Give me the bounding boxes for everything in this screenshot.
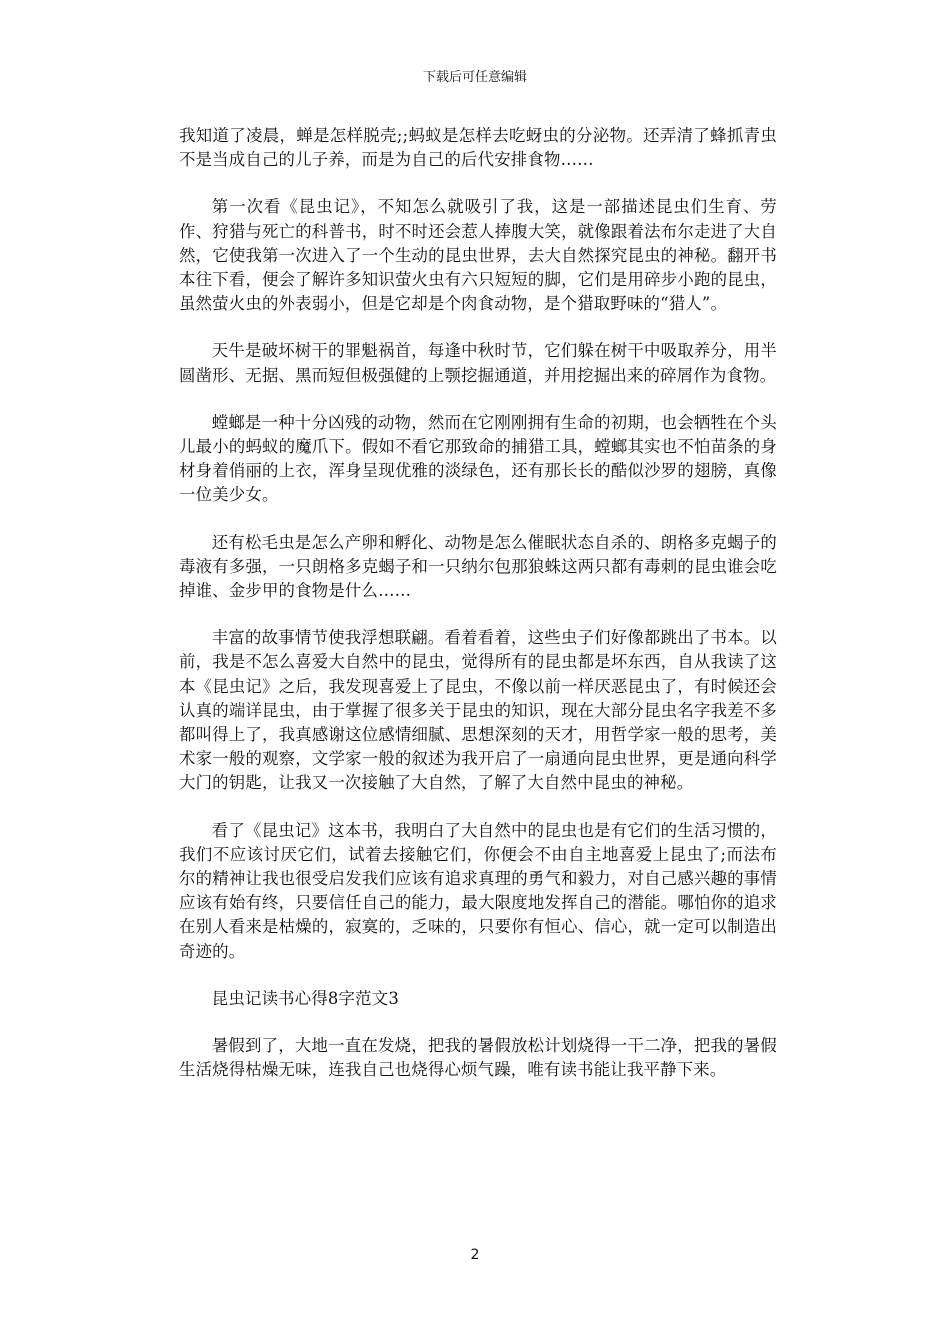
section-heading: 昆虫记读书心得8字范文3	[211, 988, 399, 1008]
paragraph: 暑假到了，大地一直在发烧，把我的暑假放松计划烧得一干二净，把我的暑假生活烧得枯燥无味，连我自己也烧得心烦气躁，唯有读书能让我平静下来。	[179, 1036, 777, 1080]
paragraph: 丰富的故事情节使我浮想联翩。看着看着，这些虫子们好像都跳出了书本。以前，我是不怎么喜爱大自然中的昆虫，觉得所有的昆虫都是坏东西，自从我读了这本《昆虫记》之后，我发现喜爱上了昆虫，不像以前一样厌恶昆虫了，有时候还会认真的端详昆虫，由于掌握了很多关于昆虫的知识，现在大部分昆虫名字我差不多都叫得上了，我真感谢这位感情细腻、思想深刻的天才，用哲学家一般的思考，美术家一般的观察，文学家一般的叙述为我开启了一扇通向昆虫世界，更是通向科学大门的钥匙，让我又一次接触了大自然，了解了大自然中昆虫的神秘。	[179, 628, 777, 793]
page-header: 下载后可任意编辑	[422, 70, 527, 85]
paragraph: 螳螂是一种十分凶残的动物，然而在它刚刚拥有生命的初期，也会牺牲在个头儿最小的蚂蚁的魔爪下。假如不看它那致命的捕猎工具，螳螂其实也不怕苗条的身材身着俏丽的上衣，浑身呈现优雅的淡绿色，还有那长长的酷似沙罗的翅膀，真像一位美少女。	[179, 412, 777, 505]
page-number: 2	[470, 1247, 480, 1263]
document-body	[179, 124, 777, 1106]
paragraph: 我知道了凌晨，蝉是怎样脱壳;;蚂蚁是怎样去吃蚜虫的分泌物。还弄清了蜂抓青虫不是当成自己的儿子养，而是为自己的后代安排食物……	[179, 126, 777, 170]
paragraph: 还有松毛虫是怎么产卵和孵化、动物是怎么催眠状态自杀的、朗格多克蝎子的毒液有多强，一只朗格多克蝎子和一只纳尔包那狼蛛这两只都有毒刺的昆虫谁会吃掉谁、金步甲的食物是什么……	[179, 532, 777, 601]
paragraph: 第一次看《昆虫记》，不知怎么就吸引了我，这是一部描述昆虫们生育、劳作、狩猎与死亡的科普书，时不时还会惹人捧腹大笑，就像跟着法布尔走进了大自然，它使我第一次进入了一个生动的昆虫世界，去大自然探究昆虫的神秘。翻开书本往下看，便会了解许多知识萤火虫有六只短短的脚，它们是用碎步小跑的昆虫，虽然萤火虫的外表弱小，但是它却是个肉食动物，是个猎取野味的“猎人”。	[179, 197, 777, 314]
paragraph: 看了《昆虫记》这本书，我明白了大自然中的昆虫也是有它们的生活习惯的，我们不应该讨厌它们，试着去接触它们，你便会不由自主地喜爱上昆虫了;而法布尔的精神让我也很受启发我们应该有追求真理的勇气和毅力，对自己感兴趣的事情应该有始有终，只要信任自己的能力，最大限度地发挥自己的潜能。哪怕你的追求在别人看来是枯燥的，寂寞的，乏味的，只要你有恒心、信心，就一定可以制造出奇迹的。	[179, 820, 777, 961]
paragraph: 天牛是破坏树干的罪魁祸首，每逢中秋时节，它们躲在树干中吸取养分，用半圆凿形、无据、黑而短但极强健的上颚挖掘通道，并用挖掘出来的碎屑作为食物。	[179, 341, 777, 385]
